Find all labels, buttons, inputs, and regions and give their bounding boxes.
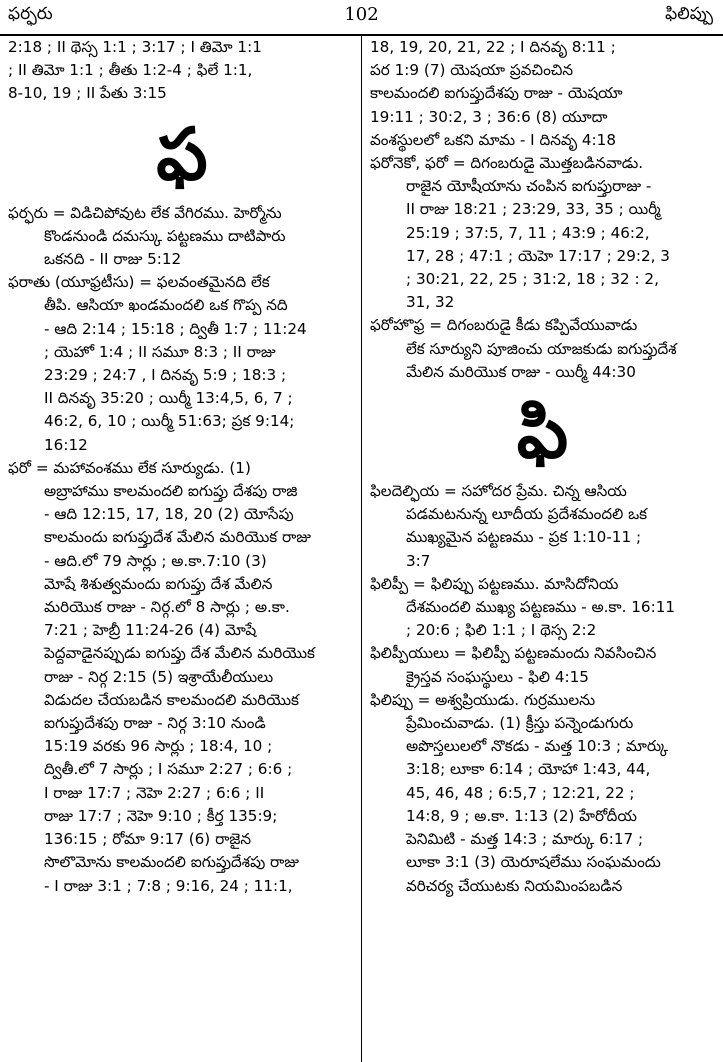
text-line: కొండనుండి దమస్కు పట్టణము దాటిపారు <box>44 226 286 245</box>
text-line: క్రైస్తవ సంఘస్థులు - ఫిలి 4:15 <box>406 667 589 686</box>
text-line: 8-10, 19 ; II పేతు 3:15 <box>8 84 167 103</box>
text-line: ఫరోహొఫ్ర = దిగంబరుడై కీడు కప్పివేయువాడు <box>370 316 638 335</box>
text-line: ఫరోనెకో, ఫరో = దిగంబరుడై మొత్తబడినవాడు. <box>370 154 644 173</box>
text-line: మోషే శిశుత్వమందు ఐగుప్తు దేశ మేలిన <box>44 574 273 593</box>
text-line: 2:18 ; II థెస్స 1:1 ; 3:17 ; I తిమో 1:1 <box>8 38 262 56</box>
text-line: అపొస్తలులలో నొకడు - మత్త 10:3 ; మార్కు <box>406 737 669 756</box>
left-entries <box>8 202 356 898</box>
text-line: 16:12 <box>44 435 88 454</box>
text-line: సొలొమోను కాలమందలి ఐగుప్తుదేశపు రాజు <box>44 853 299 872</box>
text-line: 25:19 ; 37:5, 7, 11 ; 43:9 ; 46:2, <box>406 223 650 242</box>
text-line: I రాజు 17:7 ; నెహె 2:27 ; 6:6 ; II <box>44 783 265 802</box>
text-line: 17, 28 ; 47:1 ; యెహె 17:17 ; 29:2, 3 <box>406 246 670 265</box>
page-number: 102 <box>344 4 379 25</box>
text-line: వంశస్థులలో ఒకని మామ - I దినవృ 4:18 <box>370 130 616 149</box>
text-line: దేశమందలి ముఖ్య పట్టణము - అ.కా. 16:11 <box>406 598 676 617</box>
text-line: పడమటనున్న లూదీయ ప్రదేశమందలి ఒక <box>406 505 648 524</box>
text-line: 46:2, 6, 10 ; యిర్మీ 51:63; ప్రక 9:14; <box>44 412 295 431</box>
left-column <box>8 36 356 1060</box>
text-line: - I రాజు 3:1 ; 7:8 ; 9:16, 24 ; 11:1, <box>44 876 293 895</box>
text-line: ఫిలిప్పీ = ఫిలిప్పు పట్టణము. మాసిదోనియ <box>370 574 619 593</box>
text-line: 7:21 ; హెబ్రీ 11:24-26 (4) మోషే <box>44 621 257 640</box>
text-line: - ఆది 2:14 ; 15:18 ; ద్వితీ 1:7 ; 11:24 <box>44 319 307 338</box>
text-line: విడుదల చేయబడిన కాలమందలి మరియొక <box>44 690 299 709</box>
text-line: పర 1:9 (7) యెషయా ప్రవచించిన <box>370 61 574 80</box>
right-column <box>370 36 715 1060</box>
text-line: - ఆది 12:15, 17, 18, 20 (2) యోసేపు <box>44 505 294 524</box>
text-line: ఫిలిప్పీయులు = ఫిలిప్పీ పట్టణమందు నివసించిన <box>370 644 657 663</box>
text-line: ; యెహో 1:4 ; II సమూ 8:3 ; II రాజు <box>44 342 276 361</box>
text-line: కాలమందలి ఐగుప్తుదేశపు రాజు - యెషయా <box>370 84 623 103</box>
text-line: ; 20:6 ; ఫిలి 1:1 ; I థెస్స 2:2 <box>406 621 597 640</box>
text-line: రాజు 17:7 ; నెహె 9:10 ; కీర్త 135:9; <box>44 806 278 825</box>
text-line: - ఆది.లో 79 సార్లు ; అ.కా.7:10 (3) <box>44 551 267 570</box>
text-line: ఫిలిప్పు = అశ్వప్రియుడు. గుర్రములను <box>370 690 596 709</box>
section-letter-pha: ఫ <box>156 111 208 196</box>
text-line: ఫరాతు (యూఫ్రటీసు) = ఫలవంతమైనది లేక <box>8 273 270 292</box>
text-line: 45, 46, 48 ; 6:5,7 ; 12:21, 22 ; <box>406 783 635 802</box>
text-line: ఫరో = మహావంశము లేక సూర్యుడు. (1) <box>8 458 251 477</box>
text-line: 14:8, 9 ; అ.కా. 1:13 (2) హేరోదీయ <box>406 806 637 825</box>
text-line: 136:15 ; రోమా 9:17 (6) రాజైన <box>44 830 252 849</box>
text-line: ఫర్ఫరు = విడిచిపోవుట లేక వేగిరము. హెర్మోను <box>8 203 282 222</box>
text-line: ఐగుప్తుదేశపు రాజు - నిర్గ 3:10 నుండి <box>44 714 266 733</box>
right-entries <box>370 480 715 898</box>
text-line: II రాజు 18:21 ; 23:29, 33, 35 ; యిర్మీ <box>406 200 661 219</box>
text-line: ప్రేమించువాడు. (1) క్రీస్తు పన్నెండుగురు <box>406 714 634 733</box>
text-line: 15:19 వరకు 96 సార్లు ; 18:4, 10 ; <box>44 737 273 756</box>
text-line: అబ్రాహాము కాలమందలి ఐగుప్తు దేశపు రాజి <box>44 482 298 501</box>
text-line: 23:29 ; 24:7 , I దినవృ 5:9 ; 18:3 ; <box>44 366 287 385</box>
text-line: ; 30:21, 22, 25 ; 31:2, 18 ; 32 : 2, <box>406 270 659 289</box>
text-line: రాజైన యోషీయాను చంపిన ఐగుప్తురాజు - <box>406 177 652 196</box>
text-line: లూకా 3:1 (3) యెరూషలేము సంఘమందు <box>406 853 661 872</box>
text-line: లేక సూర్యుని పూజించు యాజకుడు ఐగుప్తుదేశ <box>406 339 677 358</box>
section-letter-phi: ఫి <box>516 390 569 475</box>
right-top-lines <box>370 36 715 384</box>
text-line: వరిచర్య చేయుటకు నియమింపబడిన <box>406 876 623 895</box>
running-head-left: ఫర్ఫరు <box>8 4 53 24</box>
text-line: మరియొక రాజు - నిర్గ.లో 8 సార్లు ; అ.కా. <box>44 598 290 617</box>
text-line: మేలిన మరియొక రాజు - యిర్మీ 44:30 <box>406 362 636 381</box>
text-line: ద్వితీ.లో 7 సార్లు ; I సమూ 2:27 ; 6:6 ; <box>44 760 293 779</box>
text-line: కాలమందు ఐగుప్తుదేశ మేలిన మరియొక రాజు <box>44 528 311 547</box>
running-head-right: ఫిలిప్పు <box>665 4 713 24</box>
text-line: 3:18; లూకా 6:14 ; యోహా 1:43, 44, <box>406 760 651 779</box>
text-line: 18, 19, 20, 21, 22 ; I దినవృ 8:11 ; <box>370 38 616 56</box>
page-header <box>0 0 723 36</box>
text-line: ; II తిమో 1:1 ; తీతు 1:2-4 ; ఫిలే 1:1, <box>8 61 253 80</box>
left-top-lines <box>8 36 356 106</box>
text-line: 31, 32 <box>406 293 455 312</box>
text-line: ముఖ్యమైన పట్టణము - ప్రక 1:10-11 ; <box>406 528 642 547</box>
text-line: 3:7 <box>406 551 431 570</box>
text-line: తీపి. ఆసియా ఖండమందలి ఒక గొప్ప నది <box>44 296 288 315</box>
text-line: ఫిలదెల్ఫియ = సహోదర ప్రేమ. చిన్న ఆసియ <box>370 482 627 501</box>
column-divider <box>361 34 362 1062</box>
text-line: పెనిమిటి - మత్త 14:3 ; మార్కు 6:17 ; <box>406 830 644 849</box>
text-line: రాజు - నిర్గ 2:15 (5) ఇశ్రాయేలీయులు <box>44 667 274 686</box>
text-line: ఒకనది - II రాజు 5:12 <box>44 250 182 269</box>
text-line: 19:11 ; 30:2, 3 ; 36:6 (8) యూదా <box>370 107 608 126</box>
text-line: II దినవృ 35:20 ; యిర్మీ 13:4,5, 6, 7 ; <box>44 389 293 408</box>
text-line: పెద్దవాడైనప్పుడు ఐగుప్తు దేశ మేలిన మరియొక <box>44 644 315 663</box>
